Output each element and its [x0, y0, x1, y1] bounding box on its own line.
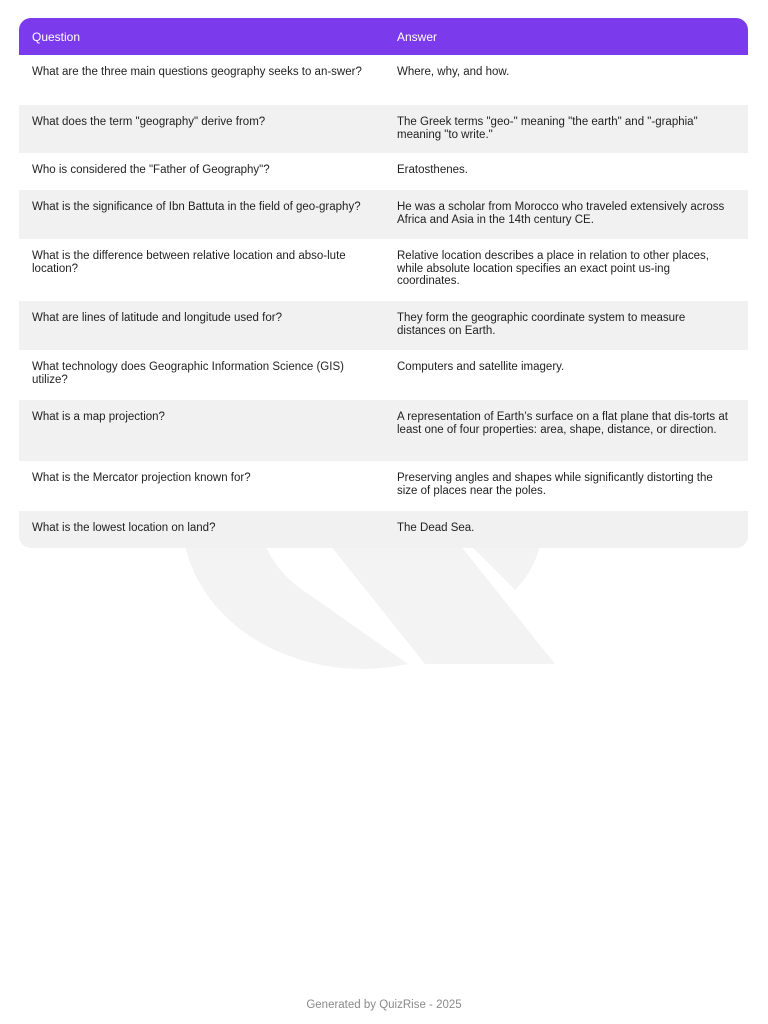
table-row [19, 350, 748, 400]
table-row [19, 239, 748, 301]
answer-cell: Relative location describes a place in relation to other places, while absolute location specifies an exact point us-ing coordinates. [397, 250, 709, 287]
question-cell: What are lines of latitude and longitude used for? [32, 312, 282, 324]
question-cell: Who is considered the "Father of Geography"? [32, 164, 270, 176]
answer-cell: A representation of Earth’s surface on a flat plane that dis-torts at least one of four properties: area, shape, distance, or direction. [397, 411, 728, 436]
answer-cell: Eratosthenes. [397, 164, 468, 176]
answer-cell: The Greek terms "geo-" meaning "the earth" and "-graphia" meaning "to write." [397, 116, 698, 141]
answer-column-header: Answer [397, 29, 438, 44]
question-cell: What is the Mercator projection known for? [32, 472, 251, 484]
table-row [19, 153, 748, 190]
table-row [19, 105, 748, 153]
question-cell: What is the difference between relative location and abso-lute location? [32, 250, 346, 275]
question-cell: What is the significance of Ibn Battuta in the field of geo-graphy? [32, 201, 361, 213]
answer-cell: They form the geographic coordinate system to measure distances on Earth. [397, 312, 686, 337]
question-cell: What does the term "geography" derive from? [32, 116, 266, 128]
table-row [19, 301, 748, 350]
footer-generated-by: Generated by QuizRise - 2025 [306, 999, 462, 1011]
question-column-header: Question [32, 29, 81, 44]
table-row [19, 190, 748, 239]
question-cell: What technology does Geographic Information Science (GIS) utilize? [32, 361, 344, 386]
table-row [19, 55, 748, 105]
table-row [19, 461, 748, 511]
table-row [19, 511, 748, 548]
answer-cell: Preserving angles and shapes while significantly distorting the size of places near the poles. [397, 472, 713, 497]
answer-cell: Computers and satellite imagery. [397, 361, 565, 373]
qa-table [19, 18, 748, 548]
answer-cell: He was a scholar from Morocco who traveled extensively across Africa and Asia in the 14th century CE. [397, 201, 725, 226]
question-cell: What is a map projection? [32, 411, 165, 423]
question-cell: What are the three main questions geography seeks to an-swer? [32, 66, 362, 78]
table-header [19, 18, 748, 55]
question-cell: What is the lowest location on land? [32, 522, 216, 534]
answer-cell: The Dead Sea. [397, 522, 475, 534]
table-row [19, 400, 748, 461]
answer-cell: Where, why, and how. [397, 66, 510, 78]
